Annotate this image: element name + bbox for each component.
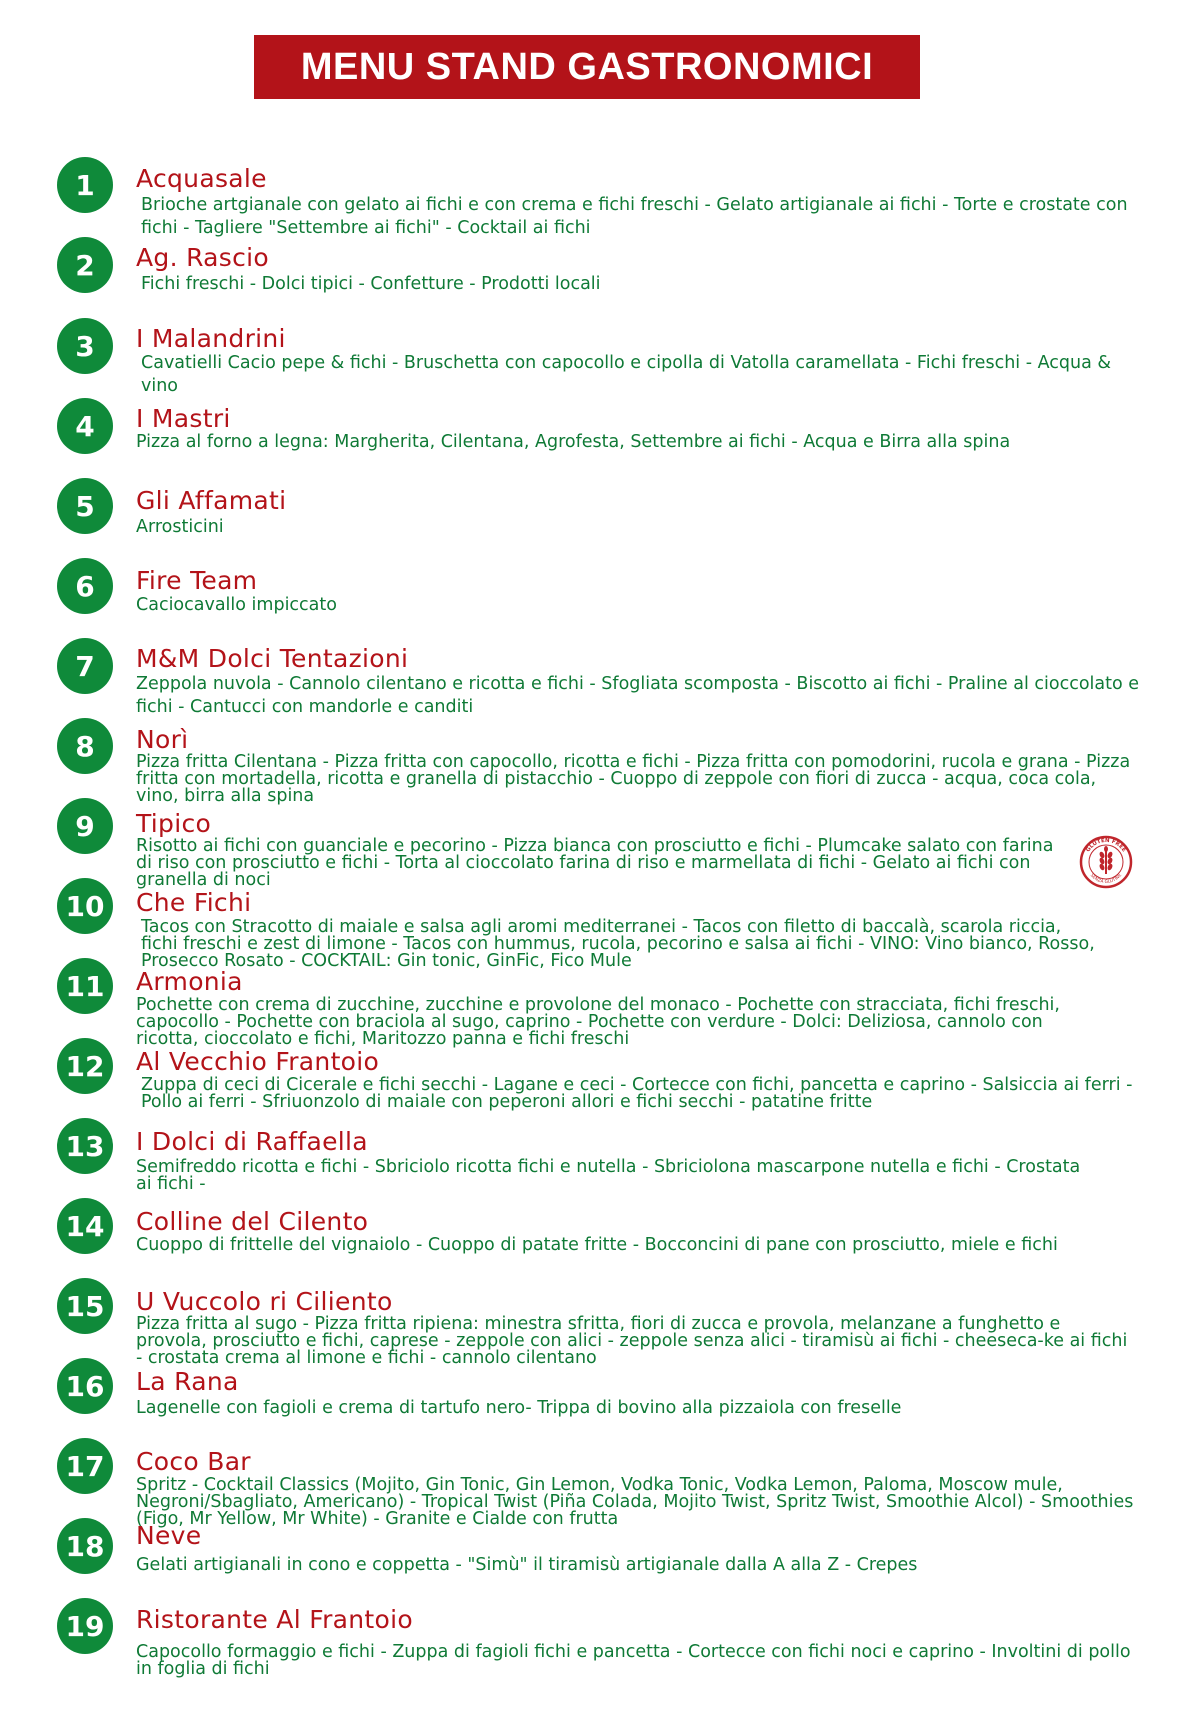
stand-description: Risotto ai fichi con guanciale e pecorino - Pizza bianca con prosciutto e fichi - Plumcake salato con farina di riso con prosciutto e fichi - Torta al cioccolato farina di riso e marmellata di fichi - Gelato ai fichi con granella di noci: [136, 836, 1054, 890]
stand-number-badge: 15: [57, 1278, 113, 1334]
stand-name: Armonia: [136, 967, 243, 996]
stand-name: Al Vecchio Frantoio: [136, 1047, 380, 1076]
stand-name: Ag. Rascio: [136, 243, 270, 272]
stand-description: Pizza fritta al sugo - Pizza fritta ripiena: minestra sfritta, fiori di zucca e provola, melanzane a funghetto e provola, prosciutto e fichi, caprese - zeppole con alici - zeppole senza alici - tiramisù ai fichi - cheeseca-ke ai fichi - crostata crema al limone e fichi - cannolo cilentano: [136, 1314, 1128, 1368]
stand-name: Norì: [136, 725, 189, 754]
stand-number-badge: 9: [57, 798, 113, 854]
stand-name: Fire Team: [136, 566, 258, 595]
stand-description: Caciocavallo impiccato: [136, 595, 337, 615]
stand-description: Semifreddo ricotta e fichi - Sbriciolo ricotta fichi e nutella - Sbriciolona mascarpone nutella e fichi - Crostata ai fichi -: [136, 1157, 1081, 1194]
stand-description: Pochette con crema di zucchine, zucchine e provolone del monaco - Pochette con stracciata, fichi freschi, capocollo - Pochette con braciola al sugo, caprino - Pochette con verdure - Dolci: Deliziosa, cannolo con ricotta, cioccolato e fichi, Maritozzo panna e fichi freschi: [136, 995, 1060, 1049]
stand-name: Coco Bar: [136, 1447, 251, 1476]
stand-description: Fichi freschi - Dolci tipici - Confetture - Prodotti locali: [141, 274, 601, 294]
stand-name: Colline del Cilento: [136, 1207, 369, 1236]
stand-name: Che Fichi: [136, 888, 252, 917]
stand-number-badge: 17: [57, 1438, 113, 1494]
page-title: MENU STAND GASTRONOMICI: [254, 35, 920, 99]
stand-description: Zeppola nuvola - Cannolo cilentano e ricotta e fichi - Sfogliata scomposta - Biscotto ai fichi - Praline al cioccolato e fichi - Cantucci con mandorle e canditi: [136, 674, 1140, 717]
stand-name: I Malandrini: [136, 324, 286, 353]
stand-description: Capocollo formaggio e fichi - Zuppa di fagioli fichi e pancetta - Cortecce con fichi noci e caprino - Involtini di pollo in foglia di fichi: [136, 1642, 1131, 1679]
stand-number-badge: 12: [57, 1038, 113, 1094]
stand-number-badge: 13: [57, 1118, 113, 1174]
stand-number-badge: 18: [57, 1518, 113, 1574]
stand-number-badge: 4: [57, 398, 113, 454]
stand-number-badge: 10: [57, 878, 113, 934]
stand-description: Spritz - Cocktail Classics (Mojito, Gin Tonic, Gin Lemon, Vodka Tonic, Vodka Lemon, Paloma, Moscow mule, Negroni/Sbagliato, Americano) - Tropical Twist (Piña Colada, Mojito Twist, Spritz Twist, Smoothie Alcol) - Smoothies (Figo, Mr Yellow, Mr White) - Granite e Cialde con frutta: [136, 1475, 1134, 1529]
stand-description: Gelati artigianali in cono e coppetta - "Simù" il tiramisù artigianale dalla A alla Z - Crepes: [136, 1555, 918, 1575]
stand-number-badge: 19: [57, 1598, 113, 1654]
stand-description: Tacos con Stracotto di maiale e salsa agli aromi mediterranei - Tacos con filetto di baccalà, scarola riccia, fichi freschi e zest di limone - Tacos con hummus, rucola, pecorino e salsa ai fichi - VINO: Vino bianco, Rosso, Prosecco Rosato - COCKTAIL: Gin tonic, GinFic, Fico Mule: [141, 917, 1095, 971]
stand-number-badge: 2: [57, 237, 113, 293]
stand-name: Tipico: [136, 809, 212, 838]
stand-number-badge: 14: [57, 1198, 113, 1254]
stand-description: Brioche artgianale con gelato ai fichi e con crema e fichi freschi - Gelato artigianale ai fichi - Torte e crostate con fichi - Tagliere "Settembre ai fichi" - Cocktail ai fichi: [141, 195, 1128, 238]
stand-number-badge: 6: [57, 558, 113, 614]
stand-name: La Rana: [136, 1367, 239, 1396]
stand-number-badge: 7: [57, 638, 113, 694]
stand-number-badge: 8: [57, 718, 113, 774]
stand-description: Arrosticini: [136, 517, 224, 537]
stand-name: U Vuccolo ri Ciliento: [136, 1287, 393, 1316]
stand-description: Cuoppo di frittelle del vignaiolo - Cuoppo di patate fritte - Bocconcini di pane con prosciutto, miele e fichi: [136, 1235, 1058, 1255]
stand-description: Cavatielli Cacio pepe & fichi - Bruschetta con capocollo e cipolla di Vatolla caramellata - Fichi freschi - Acqua & vino: [141, 353, 1112, 396]
gluten-free-label: GLUTEN FREE: [1085, 837, 1127, 854]
stand-name: I Dolci di Raffaella: [136, 1127, 368, 1156]
stand-number-badge: 5: [57, 478, 113, 534]
stand-number-badge: 1: [57, 157, 113, 213]
stand-number-badge: 16: [57, 1358, 113, 1414]
stand-number-badge: 3: [57, 318, 113, 374]
stand-name: Neve: [136, 1521, 202, 1550]
stand-name: Acquasale: [136, 164, 267, 193]
stand-description: Pizza fritta Cilentana - Pizza fritta con capocollo, ricotta e fichi - Pizza fritta con pomodorini, rucola e grana - Pizza fritta con mortadella, ricotta e granella di pistacchio - Cuoppo di zeppole con fiori di zucca - acqua, coca cola, vino, birra alla spina: [136, 752, 1131, 806]
stand-description: Lagenelle con fagioli e crema di tartufo nero- Trippa di bovino alla pizzaiola con freselle: [136, 1398, 902, 1418]
stand-name: Ristorante Al Frantoio: [136, 1605, 413, 1634]
stand-name: M&M Dolci Tentazioni: [136, 644, 409, 673]
stand-number-badge: 11: [57, 958, 113, 1014]
stand-description: Zuppa di ceci di Cicerale e fichi secchi - Lagane e ceci - Cortecce con fichi, pancetta e caprino - Salsiccia ai ferri - Pollo ai ferri - Sfriuonzolo di maiale con peperoni allori e fichi secchi - patatine fritte: [141, 1075, 1133, 1112]
stand-description: Pizza al forno a legna: Margherita, Cilentana, Agrofesta, Settembre ai fichi - Acqua e Birra alla spina: [136, 432, 1011, 452]
stand-name: Gli Affamati: [136, 486, 287, 515]
gluten-free-icon: [1079, 835, 1133, 889]
stand-name: I Mastri: [136, 404, 231, 433]
senza-glutine-label: SENZA GLUTINE: [1088, 873, 1124, 886]
